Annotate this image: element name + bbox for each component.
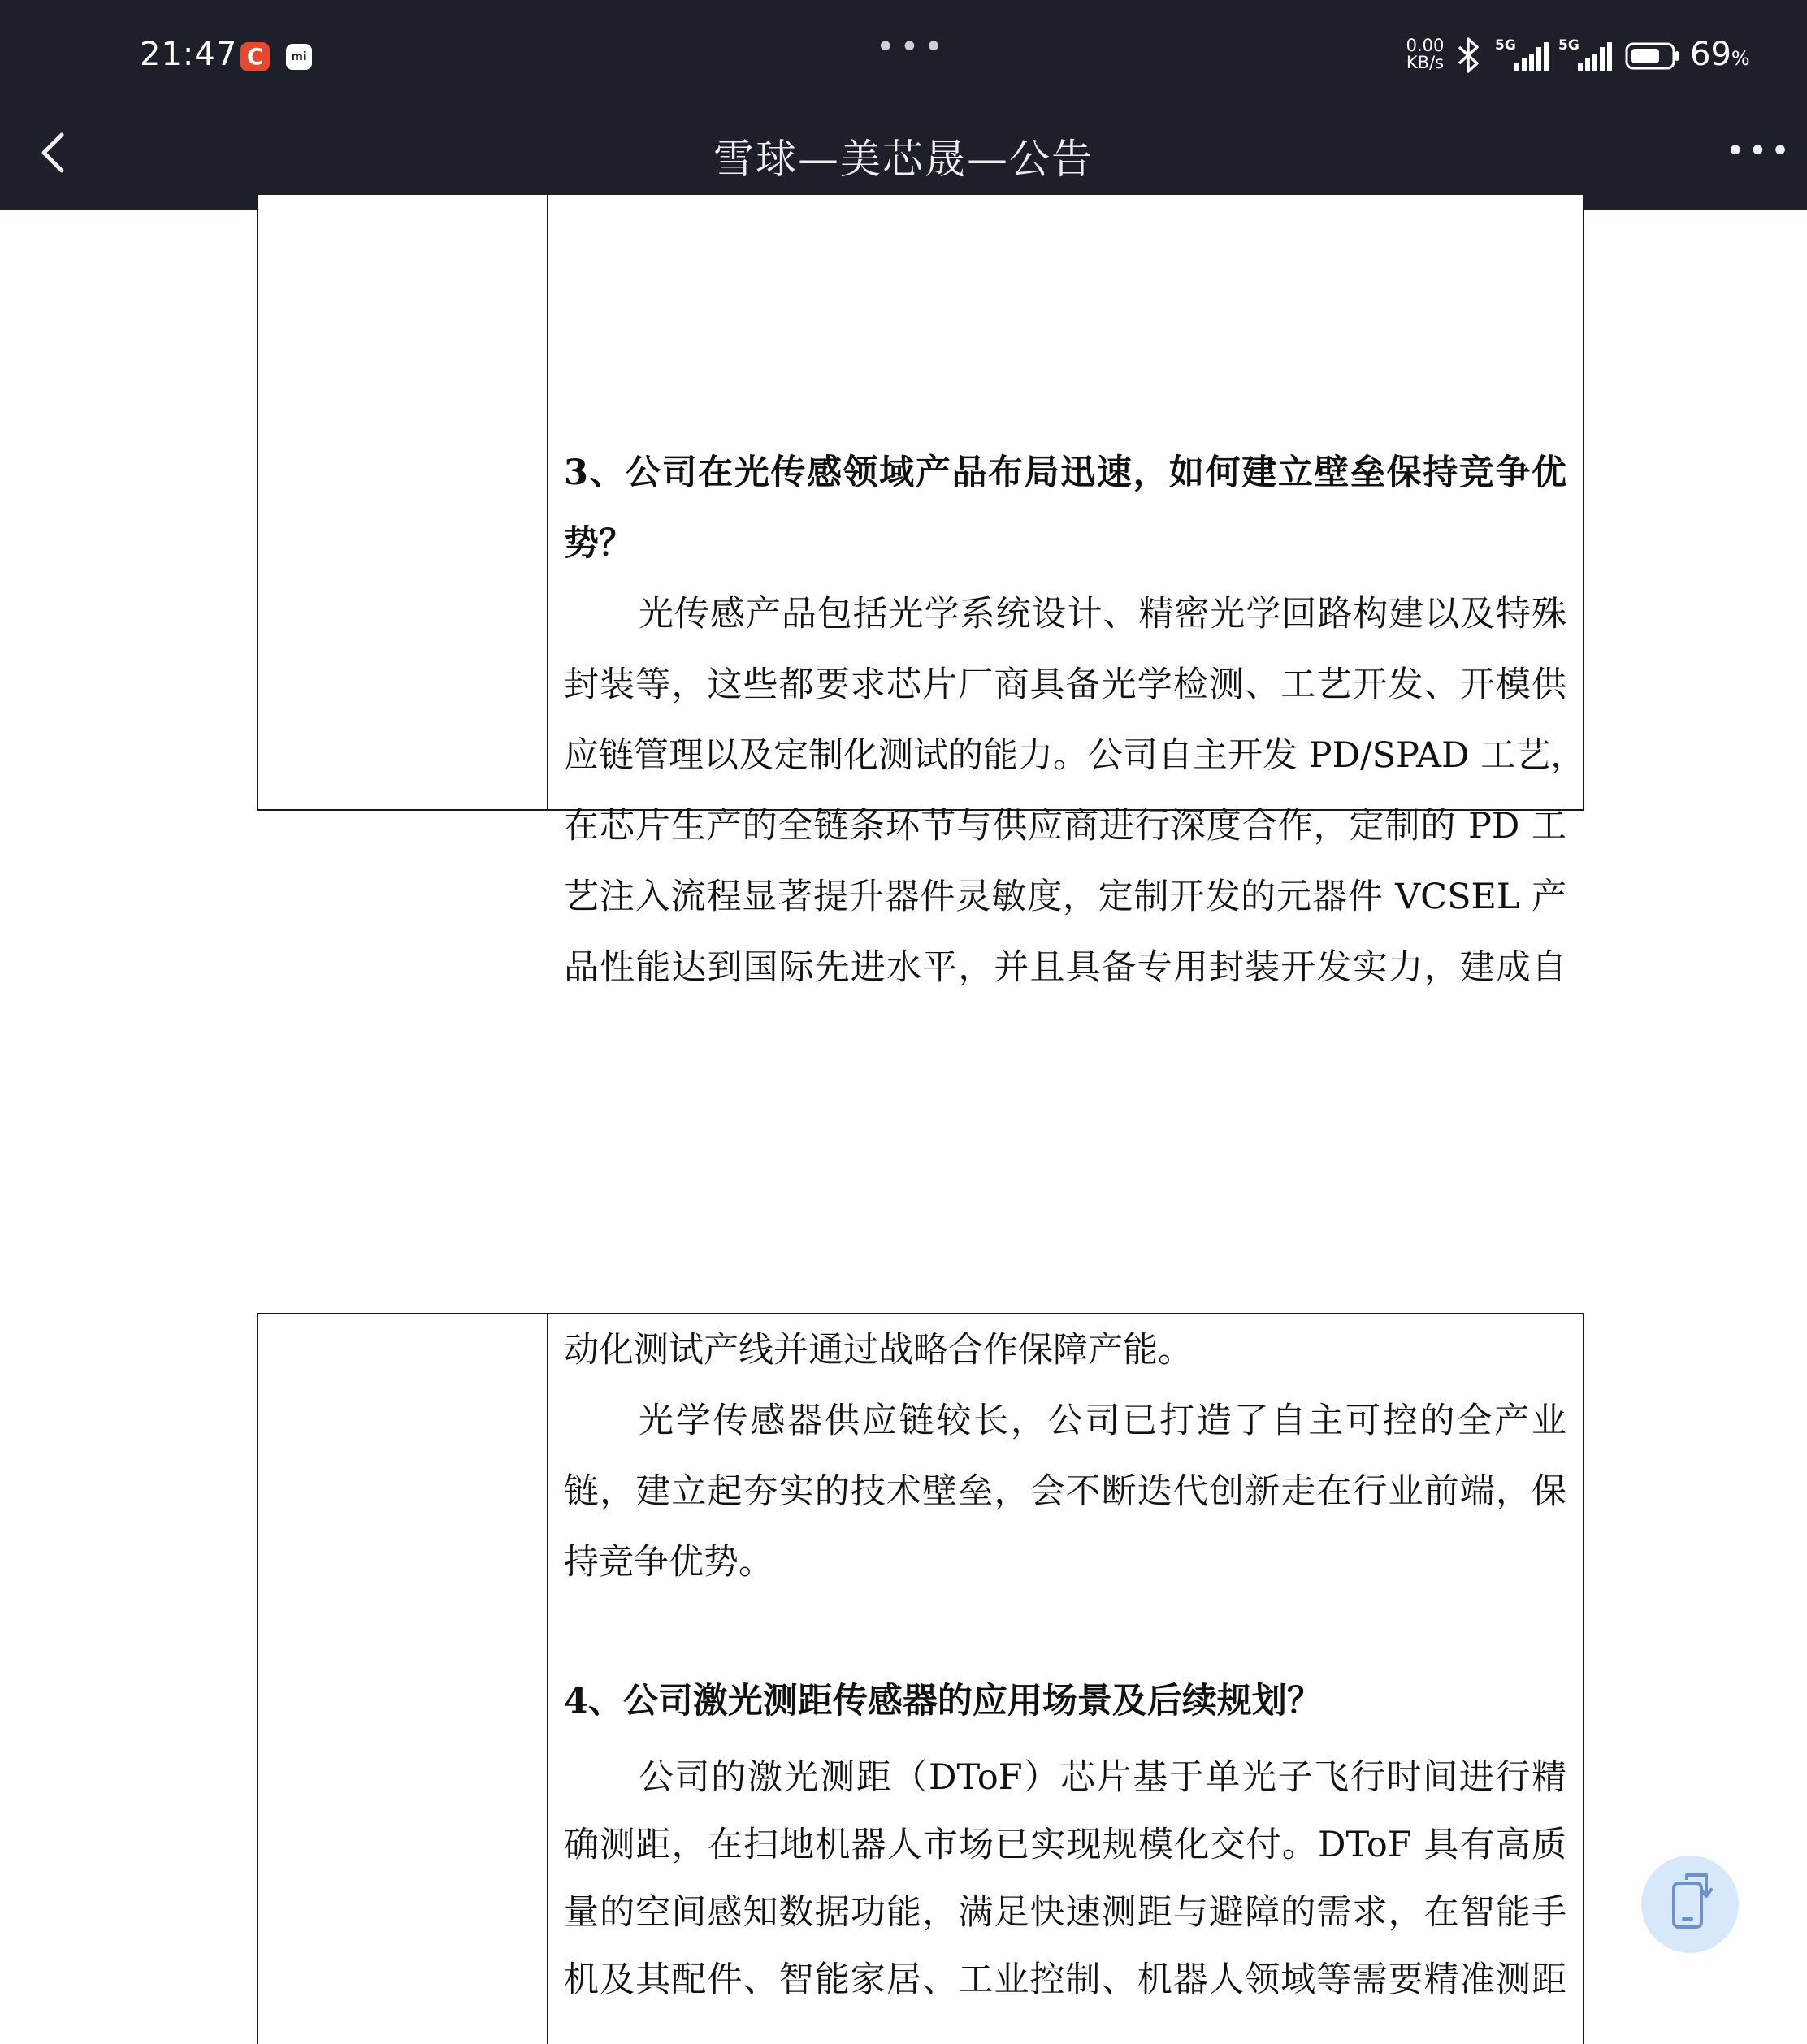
status-dots-icon: •••: [876, 28, 948, 66]
battery-icon: [1625, 42, 1680, 70]
question-4-heading: 4、公司激光测距传感器的应用场景及后续规划？: [564, 1681, 1322, 1721]
network-speed-value: 0.00: [1406, 36, 1445, 55]
document-table-fragment-1: [257, 195, 1586, 988]
paragraph-line: 动化测试产线并通过战略合作保障产能。: [564, 1330, 1193, 1371]
battery-percent-sign: %: [1731, 47, 1750, 70]
paragraph-line: 链，建立起夯实的技术壁垒，会不断迭代创新走在行业前端，保: [564, 1471, 1566, 1512]
paragraph-line: 机及其配件、智能家居、工业控制、机器人领域等需要精准测距: [564, 1960, 1566, 2000]
paragraph-line: 确测距，在扫地机器人市场已实现规模化交付。DToF 具有高质: [564, 1825, 1566, 1865]
signal-bars-icon: [1495, 39, 1554, 73]
signal-2-label: 5G: [1558, 37, 1580, 54]
header-bar: [0, 94, 1807, 210]
battery-percent: [1690, 36, 1750, 73]
paragraph-line: 持竞争优势。: [564, 1542, 774, 1583]
table-column-divider: [547, 1314, 548, 2044]
network-speed: [1401, 37, 1450, 71]
more-options-button[interactable]: •••: [1726, 132, 1793, 170]
bluetooth-icon: [1454, 37, 1484, 73]
mi-notification-icon: mi: [286, 44, 312, 70]
paragraph-line: 光学传感器供应链较长，公司已打造了自主可控的全产业: [639, 1401, 1566, 1441]
paragraph-line: 量的空间感知数据功能，满足快速测距与避障的需求，在智能手: [564, 1892, 1566, 1933]
question-3-heading-line-2: 势？: [564, 523, 634, 564]
signal-1: [1495, 39, 1554, 73]
paragraph-line: 在芯片生产的全链条环节与供应商进行深度合作，定制的 PD 工: [564, 806, 1566, 847]
paragraph-line: 公司的激光测距（DToF）芯片基于单光子飞行时间进行精: [639, 1757, 1566, 1798]
rotate-screen-button[interactable]: [1641, 1856, 1739, 1953]
paragraph-line: 光传感产品包括光学系统设计、精密光学回路构建以及特殊: [639, 594, 1566, 634]
status-time: 21:47: [140, 36, 238, 73]
signal-1-label: 5G: [1495, 37, 1516, 54]
status-bar: [0, 0, 1807, 94]
page-title: 雪球—美芯晟—公告: [713, 136, 1094, 183]
table-column-divider: [547, 195, 548, 809]
battery-percent-value: 69: [1690, 36, 1731, 73]
document-table-fragment-2: [257, 1313, 1584, 2044]
network-speed-unit: KB/s: [1406, 53, 1445, 72]
signal-bars-icon: [1558, 39, 1617, 73]
paragraph-line: 应链管理以及定制化测试的能力。公司自主开发 PD/SPAD 工艺，: [564, 735, 1586, 776]
app-notification-icon: C: [240, 42, 270, 71]
phone-rotate-icon: [1641, 1856, 1739, 1953]
paragraph-line: 品性能达到国际先进水平，并且具备专用封装开发实力，建成自: [564, 947, 1566, 988]
question-3-heading-line-1: 3、公司在光传感领域产品布局迅速，如何建立壁垒保持竞争优: [564, 453, 1566, 493]
paragraph-line: 艺注入流程显著提升器件灵敏度，定制开发的元器件 VCSEL 产: [564, 877, 1566, 917]
paragraph-line: 封装等，这些都要求芯片厂商具备光学检测、工艺开发、开模供: [564, 665, 1566, 705]
signal-2: [1558, 39, 1617, 73]
